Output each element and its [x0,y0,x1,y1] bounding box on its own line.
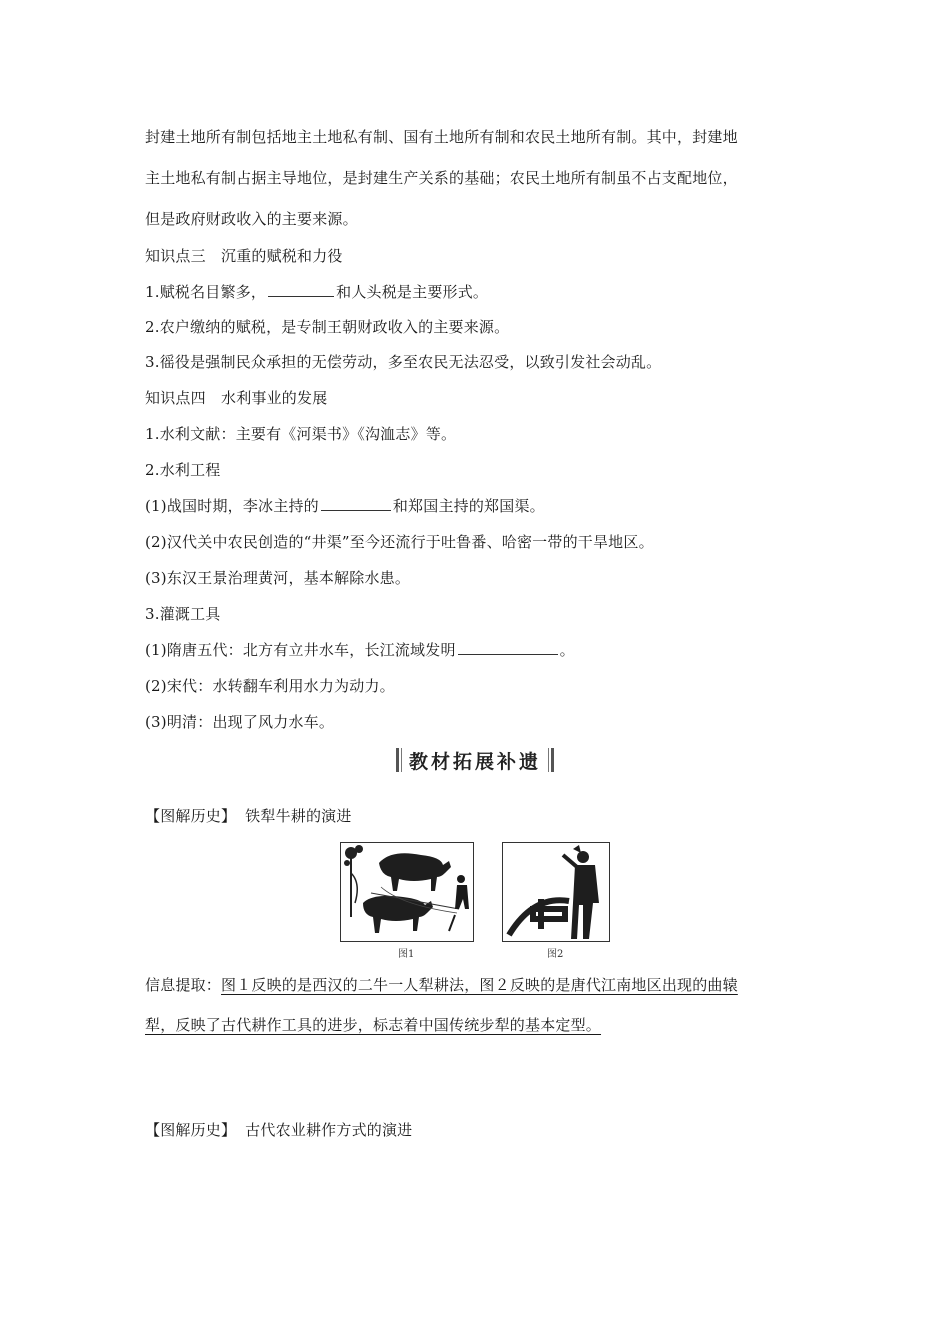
k3-item-1-text-a: 1.赋税名目繁多， [145,283,267,301]
tree-icon [344,845,363,917]
history-tag: 【图解历史】 [145,807,237,825]
figure-2-caption: 图2 [547,949,564,960]
k4-item-3-2: (2)宋代：水转翻车利用水力为动力。 [145,677,395,695]
k3-item-2: 2.农户缴纳的赋税，是专制王朝财政收入的主要来源。 [145,318,510,336]
figure-curved-plow-image [502,842,610,942]
farmer-icon [449,875,469,931]
history-heading-2 [145,1120,412,1140]
ox-icon [363,896,433,933]
section-heading-k4: 知识点四 水利事业的发展 [145,389,328,407]
k3-item-1 [145,282,488,302]
section-heading-k3: 知识点三 沉重的赋税和力役 [145,247,343,265]
ox-plow-illustration [341,843,473,941]
info-extraction-line-2 [145,1015,601,1035]
intro-line-3: 但是政府财政收入的主要来源。 [145,210,358,228]
k4-item-2-1-text-b: 和郑国主持的郑国渠。 [392,497,545,515]
history-tag: 【图解历史】 [145,1121,237,1139]
history-title: 铁犁牛耕的演进 [245,807,352,825]
fill-blank [321,496,391,511]
plow-icon [509,899,569,935]
banner-title: 教材拓展补遗 [409,750,542,773]
info-label: 信息提取： [145,976,222,994]
k4-item-2-2: (2)汉代关中农民创造的“井渠”至今还流行于吐鲁番、哈密一带的干旱地区。 [145,533,654,551]
k3-item-3: 3.徭役是强制民众承担的无偿劳动，多至农民无法忍受，以致引发社会动乱。 [145,353,662,371]
ox-icon [379,853,451,891]
farmer-icon [563,845,599,939]
k4-item-2-3: (3)东汉王景治理黄河，基本解除水患。 [145,569,411,587]
figure-ox-plow-image [340,842,474,942]
info-text-1: 图１反映的是西汉的二牛一人犁耕法，图２反映的是唐代江南地区出现的曲辕 [221,976,738,994]
info-text-2: 犁，反映了古代耕作工具的进步，标志着中国传统步犁的基本定型。 [145,1016,602,1034]
k4-item-1: 1.水利文献：主要有《河渠书》《沟洫志》等。 [145,425,457,443]
k4-item-3: 3.灌溉工具 [145,605,221,623]
banner-bar-left [396,748,399,772]
info-extraction-line-1 [145,975,738,995]
banner-bar-right-thin [548,748,549,772]
k4-item-2: 2.水利工程 [145,461,221,479]
intro-line-2: 主土地私有制占据主导地位，是封建生产关系的基础；农民土地所有制虽不占支配地位， [145,169,738,187]
fill-blank [458,640,558,655]
banner-bar-right [551,748,554,772]
fill-blank [268,282,334,297]
history-heading-1 [145,806,352,826]
curved-plow-illustration [503,843,609,941]
intro-line-1: 封建土地所有制包括地主土地私有制、国有土地所有制和农民土地所有制。其中，封建地 [145,128,738,146]
section-banner [395,745,555,775]
banner-bar-left-thin [401,748,402,772]
k3-item-1-text-b: 和人头税是主要形式。 [336,283,489,301]
k4-item-3-1 [145,640,575,660]
figure-1-caption: 图1 [398,949,415,960]
k4-item-3-3: (3)明清：出现了风力水车。 [145,713,335,731]
history-title: 古代农业耕作方式的演进 [245,1121,413,1139]
k4-item-3-1-text-b: 。 [559,641,575,659]
k4-item-2-1 [145,496,545,516]
k4-item-2-1-text-a: (1)战国时期，李冰主持的 [145,497,319,515]
k4-item-3-1-text-a: (1)隋唐五代：北方有立井水车，长江流域发明 [145,641,456,659]
